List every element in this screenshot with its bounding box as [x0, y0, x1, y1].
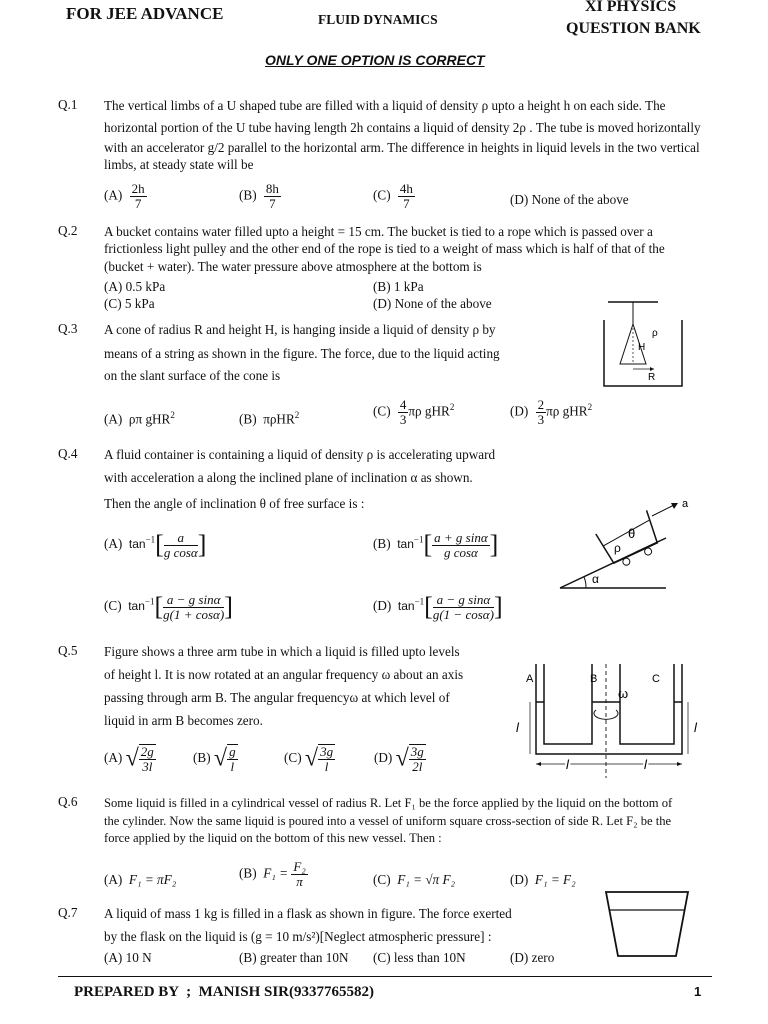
q1-option-c[interactable] — [373, 182, 415, 211]
option-label: (A) — [104, 872, 123, 887]
omega-label: ω — [618, 686, 629, 701]
q1-line-3: with an accelerator g/2 parallel to the horizontal arm. The difference in heights in liquid levels in the two vertical — [104, 140, 700, 155]
fraction-numerator: 4 — [399, 397, 407, 412]
option-label: (D) — [510, 192, 529, 207]
option-text: πρHR — [263, 411, 295, 427]
height-label: H — [638, 342, 646, 353]
q5-line-4: liquid in arm B becomes zero. — [104, 713, 263, 728]
fraction-numerator: F₂ — [293, 859, 306, 874]
rho-label: ρ — [614, 541, 621, 555]
fraction-denominator: 7 — [403, 196, 410, 211]
option-lhs: F₁ = — [263, 865, 289, 881]
q4-number: Q.4 — [58, 446, 78, 461]
q6-option-d[interactable] — [510, 872, 576, 888]
fraction-numerator: 2g — [140, 744, 154, 759]
option-label: (B) — [239, 865, 257, 881]
fraction-denominator: 2l — [412, 759, 423, 774]
q4-option-d[interactable]: (D) $\tan^{-1}$[ $\frac{\text{a − g sinα}}{g(1 - \cos\alpha)}$ ] — [373, 591, 503, 622]
q6-line-2: the cylinder. Now the same liquid is poured into a vessel of uniform square cross-section of side R. Let F₂ be the — [104, 814, 672, 828]
right-height-label: l — [694, 720, 697, 735]
option-label: (D) — [510, 872, 529, 887]
q7-option-d[interactable]: (D) zero — [510, 950, 555, 965]
q5-line-3: passing through arm B. The angular frequencyω at which level of — [104, 690, 450, 705]
alpha-label: α — [592, 572, 599, 586]
fraction-denominator: g(1 − cosα) — [432, 606, 494, 622]
fraction-numerator: a − g sinα — [163, 593, 224, 608]
option-label: (C) — [373, 872, 391, 887]
accel-label: a — [682, 498, 689, 510]
fraction-numerator: 3g — [410, 744, 424, 759]
q3-line-2: means of a string as shown in the figure. The force, due to the liquid acting — [104, 346, 500, 361]
q1-option-a[interactable] — [104, 182, 147, 211]
q4-option-a[interactable]: (A) $\tan^{-1}$[ $\frac{a}{\text{g cosα}}$ ] — [104, 529, 207, 560]
option-text: πρ gHR — [546, 403, 588, 419]
q7-number: Q.7 — [58, 905, 78, 920]
bottom-right-length-label: l — [644, 757, 647, 772]
q5-option-c[interactable]: (C) √ $\frac{3g}{l}$ — [284, 744, 334, 774]
fraction-denominator: 3 — [399, 412, 407, 427]
theta-label: θ — [628, 526, 636, 541]
fraction-denominator: g cosα — [163, 544, 198, 560]
q2-line-2: frictionless light pulley and the other end of the rope is tied to a weight of mass which is half of that of the — [104, 241, 665, 256]
option-label: (A) — [104, 536, 123, 552]
q2-line-3: (bucket + water). The water pressure above atmosphere at the bottom is — [104, 259, 482, 274]
q5-line-1: Figure shows a three arm tube in which a liquid is filled upto levels — [104, 644, 460, 659]
q3-option-c[interactable]: (C) $\frac{4}{3}$ πρ gHR$^2$ — [373, 397, 455, 427]
fraction-denominator: 7 — [269, 196, 276, 211]
fraction-denominator: l — [324, 759, 329, 774]
func: tan — [128, 599, 145, 614]
footer-prepared-by: PREPARED BY ; MANISH SIR(9337765582) — [74, 984, 374, 1000]
bottom-left-length-label: l — [566, 757, 569, 772]
fraction-denominator: g cosα — [443, 544, 478, 560]
q2-option-b[interactable]: (B) 1 kPa — [373, 279, 424, 294]
q7-line-1: A liquid of mass 1 kg is filled in a flask as shown in figure. The force exerted — [104, 906, 512, 921]
q1-line-2: horizontal portion of the U tube having length 2h contains a liquid of density 2ρ . The tube is moved horizontally — [104, 120, 701, 135]
rho-label: ρ — [652, 328, 658, 339]
q7-line-2: by the flask on the liquid is (g = 10 m/s²)[Neglect atmospheric pressure] : — [104, 929, 492, 944]
option-label: (C) — [284, 750, 302, 766]
header-center: FLUID DYNAMICS — [318, 12, 438, 27]
q3-line-3: on the slant surface of the cone is — [104, 368, 281, 383]
q3-option-b[interactable]: (B) πρHR$^2$ — [239, 410, 300, 427]
q3-cone-figure — [598, 298, 688, 390]
footer-rule — [58, 976, 712, 977]
option-text: πρ gHR — [408, 403, 450, 419]
option-label: (D) — [373, 598, 392, 614]
q7-option-b[interactable]: (B) greater than 10N — [239, 950, 349, 965]
option-text: ρπ gHR — [128, 411, 171, 427]
arm-c-label: C — [652, 673, 660, 685]
q1-line-4: limbs, at steady state will be — [104, 157, 254, 172]
option-text: F₁ = √π F₂ — [397, 872, 456, 887]
option-label: (B) — [193, 750, 211, 766]
q1-line-1: The vertical limbs of a U shaped tube are filled with a liquid of density ρ upto a height h on each side. The — [104, 98, 666, 113]
q4-incline-figure — [556, 492, 696, 594]
q3-option-a[interactable]: (A) ρπ gHR$^2$ — [104, 410, 175, 427]
option-label: (B) — [239, 187, 257, 203]
page-number: 1 — [694, 984, 702, 999]
fraction-denominator: l — [230, 759, 235, 774]
q2-number: Q.2 — [58, 223, 78, 238]
header-left: FOR JEE ADVANCE — [66, 4, 224, 23]
radius-label: R — [648, 372, 656, 383]
q3-number: Q.3 — [58, 321, 78, 336]
arm-a-label: A — [526, 673, 534, 685]
fraction-numerator: 2h — [131, 181, 145, 196]
q2-line-1: A bucket contains water filled upto a height = 15 cm. The bucket is tied to a rope which is passed over a — [104, 224, 653, 239]
fraction-numerator: a + g sinα — [434, 529, 488, 545]
option-text: F₁ = F₂ — [534, 872, 576, 887]
q2-option-c[interactable]: (C) 5 kPa — [104, 296, 155, 311]
fraction-numerator: 3g — [320, 744, 334, 759]
q5-option-b[interactable]: (B) √ $\frac{g}{l}$ — [193, 744, 236, 774]
q5-option-a[interactable]: (A) √ $\frac{2g}{3l}$ — [104, 744, 154, 774]
q1-option-d[interactable] — [510, 192, 629, 208]
q1-number: Q.1 — [58, 97, 78, 112]
option-label: (C) — [373, 187, 391, 203]
option-label: (A) — [104, 411, 123, 427]
option-text: None of the above — [531, 192, 629, 207]
q3-line-1: A cone of radius R and height H, is hanging inside a liquid of density ρ by — [104, 322, 496, 337]
option-text: F₁ = πF₂ — [128, 872, 177, 887]
fraction-numerator: a − g sinα — [433, 593, 494, 608]
func: tan — [128, 537, 146, 552]
option-label: (A) — [104, 187, 123, 203]
func: tan — [397, 537, 414, 552]
fraction-denominator: π — [296, 874, 303, 889]
fraction-numerator: 8h — [265, 181, 279, 196]
q5-number: Q.5 — [58, 643, 78, 658]
fraction-numerator: 2 — [537, 397, 545, 412]
q4-option-b[interactable]: (B) $\tan^{-1}$[ $\frac{\text{a + g sinα}}{\text{g cosα}}$ ] — [373, 529, 499, 560]
left-height-label: l — [516, 720, 519, 735]
func: tan — [397, 599, 415, 614]
q5-option-d[interactable]: (D) √ $\frac{3g}{2l}$ — [374, 744, 424, 774]
option-label: (B) — [239, 411, 257, 427]
q7-flask-figure — [600, 888, 694, 960]
q7-option-a[interactable]: (A) 10 N — [104, 950, 152, 965]
q6-option-b[interactable] — [239, 860, 308, 889]
fraction-denominator: 7 — [134, 196, 142, 211]
fraction-denominator: 3l — [142, 759, 153, 774]
q6-option-a[interactable] — [104, 872, 176, 888]
q2-option-a[interactable]: (A) 0.5 kPa — [104, 279, 166, 294]
fraction-numerator: a — [164, 531, 198, 546]
q5-tube-figure — [510, 660, 710, 782]
q4-option-c[interactable]: (C) $\tan^{-1}$[ $\frac{\text{a − g sinα}}{g(1 + \cos\alpha)}$ ] — [104, 591, 233, 622]
option-label: (B) — [373, 536, 391, 552]
q7-option-c[interactable]: (C) less than 10N — [373, 950, 466, 965]
option-label: (C) — [104, 598, 122, 614]
q4-line-1: A fluid container is containing a liquid of density ρ is accelerating upward — [104, 447, 496, 462]
q6-line-3: force applied by the liquid on the bottom of this new vessel. Then : — [104, 831, 442, 845]
fraction-denominator: g(1 + cosα) — [163, 606, 225, 622]
q6-line-1: Some liquid is filled in a cylindrical vessel of radius R. Let F₁ be the force applied by the liquid on the bottom of — [104, 796, 673, 810]
header-right-line1: XI PHYSICS — [585, 0, 677, 15]
option-label: (A) — [104, 750, 123, 766]
q2-option-d[interactable]: (D) None of the above — [373, 296, 492, 311]
q6-number: Q.6 — [58, 794, 78, 809]
option-label: (C) — [373, 403, 391, 419]
header-right-line2: QUESTION BANK — [566, 20, 701, 37]
fraction-denominator: 3 — [537, 412, 545, 427]
q4-line-3: Then the angle of inclination θ of free surface is : — [104, 496, 365, 511]
fraction-numerator: 4h — [399, 181, 413, 196]
option-label: (D) — [510, 403, 529, 419]
q1-option-b[interactable] — [239, 182, 281, 211]
section-title: ONLY ONE OPTION IS CORRECT — [265, 52, 485, 68]
q5-line-2: of height l. It is now rotated at an angular frequency ω about an axis — [104, 667, 464, 682]
fraction-numerator: g — [229, 744, 236, 759]
q3-option-d[interactable]: (D) $\frac{2}{3}$ πρ gHR$^2$ — [510, 397, 593, 427]
q4-line-2: with acceleration a along the inclined plane of inclination α as shown. — [104, 470, 473, 485]
option-label: (D) — [374, 750, 393, 766]
q6-option-c[interactable] — [373, 872, 455, 888]
arm-b-label: B — [590, 673, 598, 685]
